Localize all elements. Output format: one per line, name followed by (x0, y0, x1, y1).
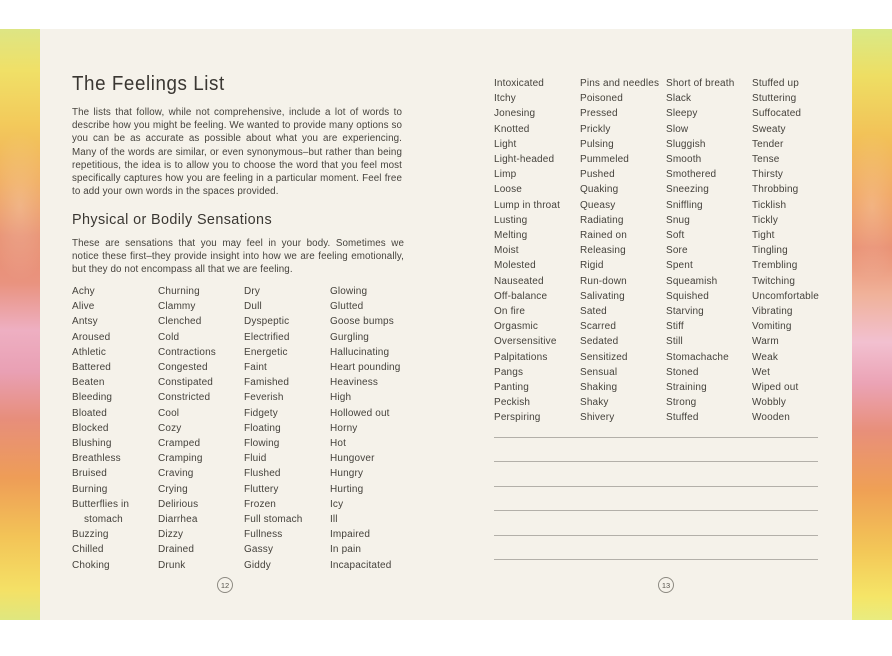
word-item: Crying (158, 483, 188, 495)
word-item: On fire (494, 306, 526, 318)
word-item: Hot (330, 438, 347, 450)
word-item: Dyspeptic (244, 316, 290, 328)
word-item: Fluid (244, 453, 267, 465)
word-item: Aroused (72, 331, 111, 343)
word-item: Pangs (494, 366, 524, 378)
word-item: Drunk (158, 559, 186, 571)
word-item: Electrified (244, 331, 290, 343)
word-item: Constipated (158, 377, 214, 389)
watercolor-cover-left (0, 29, 40, 620)
word-item: Sedated (580, 336, 619, 348)
word-item: Sensual (580, 366, 618, 378)
word-item: Stiff (666, 321, 684, 333)
word-item: Sniffling (666, 199, 703, 211)
ruled-line (494, 510, 818, 511)
word-item: Beaten (72, 377, 105, 389)
word-item: Icy (330, 498, 344, 510)
word-item: Intoxicated (494, 78, 545, 89)
word-item: Itchy (494, 93, 516, 105)
word-item: Still (666, 336, 683, 348)
word-item: Starving (666, 306, 704, 318)
word-item: Cool (158, 407, 180, 419)
word-item: Hallucinating (330, 346, 390, 358)
word-item: Sleepy (666, 108, 698, 120)
open-book (0, 29, 892, 620)
word-item: Impaired (330, 529, 371, 541)
word-item: Dry (244, 286, 261, 297)
word-item: Butterflies in stomach (72, 498, 130, 526)
word-item: Blocked (72, 422, 109, 434)
word-item: Quaking (580, 184, 619, 196)
word-item: Flushed (244, 468, 281, 480)
word-column-left-4 (330, 284, 414, 573)
word-column-right-2 (580, 76, 664, 426)
word-item: Gassy (244, 544, 274, 556)
word-item: Wiped out (752, 382, 799, 394)
word-item: Scarred (580, 321, 617, 333)
word-item: Vibrating (752, 306, 793, 318)
word-item: Light-headed (494, 154, 555, 166)
word-item: Perspiring (494, 412, 541, 424)
word-item: Fidgety (244, 407, 278, 419)
word-item: Soft (666, 230, 685, 242)
word-item: Sated (580, 306, 607, 318)
word-item: Famished (244, 377, 290, 389)
word-item: Pulsing (580, 138, 614, 150)
word-item: Suffocated (752, 108, 802, 120)
word-item: Moist (494, 245, 519, 257)
word-item: Hollowed out (330, 407, 390, 419)
word-item: Battered (72, 362, 112, 374)
word-item: Heaviness (330, 377, 379, 389)
word-item: Pressed (580, 108, 618, 120)
word-item: Fluttery (244, 483, 279, 495)
word-item: Tender (752, 138, 784, 150)
word-item: Shivery (580, 412, 615, 424)
word-item: Ill (330, 514, 338, 526)
word-item: Vomiting (752, 321, 792, 333)
word-item: Wobbly (752, 397, 787, 409)
word-item: Trembling (752, 260, 798, 272)
word-item: Sensitized (580, 351, 628, 363)
word-item: Short of breath (666, 78, 735, 89)
word-item: Stomachache (666, 351, 729, 363)
page-number-right (658, 577, 674, 593)
word-item: Thirsty (752, 169, 784, 181)
word-item: Athletic (72, 346, 106, 358)
word-item: Horny (330, 422, 358, 434)
writing-lines (494, 437, 818, 583)
word-item: Smooth (666, 154, 702, 166)
word-item: Pushed (580, 169, 615, 181)
word-item: Hungover (330, 453, 375, 465)
word-item: Feverish (244, 392, 284, 404)
word-item: Churning (158, 286, 200, 297)
word-item: Bloated (72, 407, 107, 419)
word-item: Pins and needles (580, 78, 660, 89)
word-item: Craving (158, 468, 194, 480)
word-item: Run-down (580, 275, 627, 287)
word-item: Floating (244, 422, 281, 434)
word-item: Delirious (158, 498, 199, 510)
word-item: Oversensitive (494, 336, 557, 348)
word-item: Peckish (494, 397, 531, 409)
word-item: In pain (330, 544, 362, 556)
word-item: Hungry (330, 468, 364, 480)
word-item: Diarrhea (158, 514, 198, 526)
word-item: Wet (752, 366, 771, 378)
word-item: Bruised (72, 468, 107, 480)
ruled-line (494, 461, 818, 462)
word-item: Fullness (244, 529, 283, 541)
word-item: Rained on (580, 230, 627, 242)
word-item: Slack (666, 93, 692, 105)
word-item: Limp (494, 169, 517, 181)
word-item: Full stomach (244, 514, 303, 526)
word-item: Antsy (72, 316, 98, 328)
word-item: Melting (494, 230, 528, 242)
word-item: Poisoned (580, 93, 623, 105)
word-item: Radiating (580, 214, 624, 226)
word-item: Buzzing (72, 529, 109, 541)
word-item: Squeamish (666, 275, 718, 287)
ruled-line (494, 486, 818, 487)
word-item: Spent (666, 260, 693, 272)
word-item: Uncomfortable (752, 290, 819, 302)
word-item: Cozy (158, 422, 182, 434)
word-item: Twitching (752, 275, 796, 287)
word-item: Molested (494, 260, 536, 272)
word-item: Sore (666, 245, 688, 257)
word-item: Strong (666, 397, 697, 409)
word-item: Lump in throat (494, 199, 561, 211)
section-title: Physical or Bodily Sensations (72, 211, 273, 228)
word-item: Stoned (666, 366, 699, 378)
word-item: Giddy (244, 559, 271, 571)
word-item: Glutted (330, 301, 364, 313)
word-item: Wooden (752, 412, 790, 424)
word-item: Throbbing (752, 184, 799, 196)
word-item: Heart pounding (330, 362, 401, 374)
word-item: Goose bumps (330, 316, 394, 328)
word-item: Breathless (72, 453, 121, 465)
page-number-left (217, 577, 233, 593)
word-item: Bleeding (72, 392, 113, 404)
word-item: Ticklish (752, 199, 787, 211)
word-item: Blushing (72, 438, 112, 450)
word-item: Chilled (72, 544, 104, 556)
word-item: Faint (244, 362, 267, 374)
section-intro-paragraph: These are sensations that you may feel in your body. Sometimes we notice these first–they provide insight into how we are feeling emotionally, but they do not encompass all that we are feeling. (72, 238, 404, 276)
ruled-line (494, 559, 818, 560)
word-item: Weak (752, 351, 778, 363)
word-item: High (330, 392, 352, 404)
word-item: Constricted (158, 392, 211, 404)
word-item: Lusting (494, 214, 528, 226)
word-item: Warm (752, 336, 779, 348)
page-title: The Feelings List (72, 73, 225, 95)
word-column-right-4 (752, 76, 836, 426)
word-item: Pummeled (580, 154, 629, 166)
word-item: Dizzy (158, 529, 184, 541)
word-item: Flowing (244, 438, 280, 450)
word-item: Releasing (580, 245, 626, 257)
word-item: Prickly (580, 123, 611, 135)
word-item: Stuttering (752, 93, 797, 105)
page-number-left-value: 12 (220, 580, 230, 590)
word-item: Shaky (580, 397, 609, 409)
word-item: Congested (158, 362, 208, 374)
word-item: Light (494, 138, 517, 150)
word-item: Clammy (158, 301, 196, 313)
word-column-right-1 (494, 76, 578, 426)
book-pages (40, 29, 852, 620)
word-item: Cramping (158, 453, 203, 465)
word-item: Stuffed up (752, 78, 799, 89)
word-item: Achy (72, 286, 95, 297)
word-item: Loose (494, 184, 522, 196)
word-item: Cold (158, 331, 180, 343)
word-item: Cramped (158, 438, 201, 450)
word-column-left-3 (244, 284, 328, 573)
word-item: Straining (666, 382, 707, 394)
word-item: Tickly (752, 214, 779, 226)
word-item: Frozen (244, 498, 277, 510)
word-item: Sweaty (752, 123, 786, 135)
word-item: Shaking (580, 382, 618, 394)
word-item: Smothered (666, 169, 717, 181)
ruled-line (494, 437, 818, 438)
word-item: Knotted (494, 123, 530, 135)
word-item: Dull (244, 301, 262, 313)
word-item: Incapacitated (330, 559, 392, 571)
word-column-left-1 (72, 284, 156, 573)
ruled-line (494, 535, 818, 536)
word-item: Contractions (158, 346, 216, 358)
word-item: Off-balance (494, 290, 548, 302)
intro-paragraph: The lists that follow, while not comprehensive, include a lot of words to describe how you might be feeling. We wanted to provide many options so you can be as accurate as possible about what you are experiencing. Many of the words are similar, or even synonymous–but rather than being repetitious, the idea is to allow you to choose the word that you feel most specifically captures how you are feeling in a particular moment. Feel free to add your own words in the spaces provided. (72, 107, 402, 198)
word-item: Hurting (330, 483, 364, 495)
word-item: Energetic (244, 346, 288, 358)
word-column-left-2 (158, 284, 242, 573)
word-item: Choking (72, 559, 110, 571)
word-item: Sneezing (666, 184, 709, 196)
word-item: Orgasmic (494, 321, 538, 333)
word-item: Alive (72, 301, 95, 313)
word-item: Burning (72, 483, 108, 495)
word-item: Nauseated (494, 275, 544, 287)
word-item: Salivating (580, 290, 625, 302)
word-item: Palpitations (494, 351, 548, 363)
word-item: Tight (752, 230, 775, 242)
word-item: Rigid (580, 260, 604, 272)
word-item: Panting (494, 382, 529, 394)
word-item: Jonesing (494, 108, 536, 120)
word-item: Sluggish (666, 138, 706, 150)
word-item: Tense (752, 154, 780, 166)
word-item: Glowing (330, 286, 368, 297)
word-item: Slow (666, 123, 689, 135)
word-item: Tingling (752, 245, 788, 257)
word-item: Squished (666, 290, 709, 302)
word-item: Stuffed (666, 412, 699, 424)
word-item: Drained (158, 544, 195, 556)
word-item: Snug (666, 214, 690, 226)
word-item: Gurgling (330, 331, 369, 343)
word-item: Clenched (158, 316, 202, 328)
word-item: Queasy (580, 199, 616, 211)
watercolor-cover-right (852, 29, 892, 620)
word-column-right-3 (666, 76, 750, 426)
page-number-right-value: 13 (661, 580, 671, 590)
